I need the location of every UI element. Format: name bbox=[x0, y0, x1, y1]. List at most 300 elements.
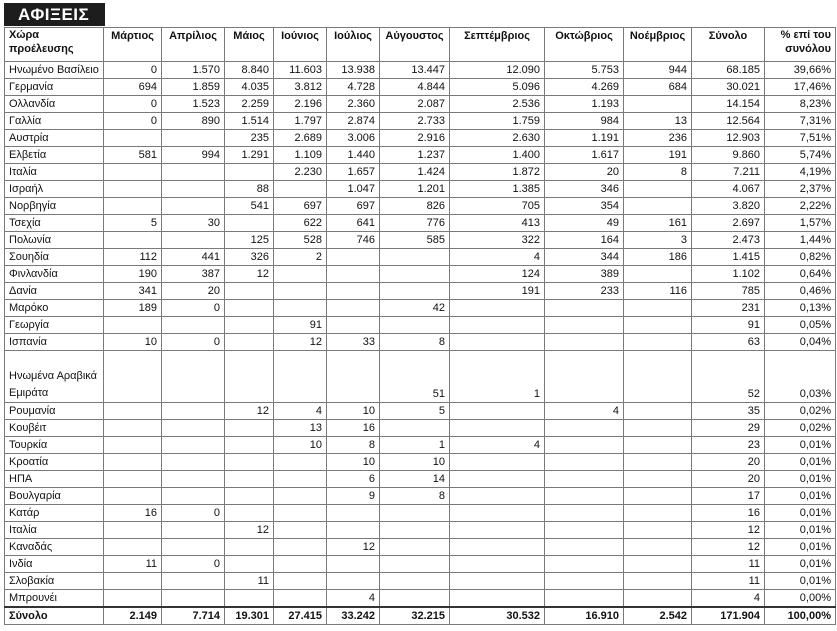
value-cell bbox=[104, 471, 162, 488]
value-cell: 20 bbox=[162, 283, 225, 300]
value-cell: 16 bbox=[327, 420, 380, 437]
country-cell: ΗΠΑ bbox=[5, 471, 104, 488]
value-cell bbox=[225, 351, 274, 403]
value-cell: 0 bbox=[162, 556, 225, 573]
value-cell: 8.840 bbox=[225, 62, 274, 79]
col-october-header: Οκτώβριος bbox=[545, 28, 624, 62]
value-cell bbox=[624, 300, 692, 317]
value-cell: 12.903 bbox=[692, 130, 765, 147]
value-cell: 0,01% bbox=[765, 573, 836, 590]
value-cell: 0,82% bbox=[765, 249, 836, 266]
table-row bbox=[5, 147, 836, 164]
page-title: ΑΦΙΞΕΙΣ bbox=[4, 3, 105, 26]
value-cell: 1.047 bbox=[327, 181, 380, 198]
value-cell: 354 bbox=[545, 198, 624, 215]
value-cell: 3.820 bbox=[692, 198, 765, 215]
table-row bbox=[5, 334, 836, 351]
country-cell: Νορβηγία bbox=[5, 198, 104, 215]
value-cell: 2.689 bbox=[274, 130, 327, 147]
value-cell: 1.415 bbox=[692, 249, 765, 266]
value-cell bbox=[327, 317, 380, 334]
value-cell bbox=[450, 488, 545, 505]
value-cell: 0,46% bbox=[765, 283, 836, 300]
country-cell: Ελβετία bbox=[5, 147, 104, 164]
value-cell: 0,01% bbox=[765, 556, 836, 573]
value-cell: 694 bbox=[104, 79, 162, 96]
value-cell bbox=[450, 454, 545, 471]
total-label-cell: Σύνολο bbox=[5, 607, 104, 625]
value-cell bbox=[327, 351, 380, 403]
value-cell: 697 bbox=[274, 198, 327, 215]
value-cell bbox=[162, 573, 225, 590]
value-cell: 890 bbox=[162, 113, 225, 130]
value-cell: 12 bbox=[692, 522, 765, 539]
value-cell: 10 bbox=[380, 454, 450, 471]
value-cell bbox=[624, 96, 692, 113]
value-cell: 29 bbox=[692, 420, 765, 437]
value-cell: 1.570 bbox=[162, 62, 225, 79]
value-cell: 2.196 bbox=[274, 96, 327, 113]
value-cell bbox=[624, 266, 692, 283]
value-cell: 3 bbox=[624, 232, 692, 249]
table-row bbox=[5, 198, 836, 215]
table-row bbox=[5, 403, 836, 420]
value-cell: 581 bbox=[104, 147, 162, 164]
country-cell: Κατάρ bbox=[5, 505, 104, 522]
value-cell: 7.211 bbox=[692, 164, 765, 181]
value-cell bbox=[450, 573, 545, 590]
country-cell: Βουλγαρία bbox=[5, 488, 104, 505]
value-cell: 2.473 bbox=[692, 232, 765, 249]
value-cell: 4 bbox=[450, 249, 545, 266]
table-row bbox=[5, 181, 836, 198]
value-cell: 1,44% bbox=[765, 232, 836, 249]
country-cell: Μπρουνέι bbox=[5, 590, 104, 608]
value-cell: 189 bbox=[104, 300, 162, 317]
country-cell: Ρουμανία bbox=[5, 403, 104, 420]
value-cell bbox=[327, 300, 380, 317]
value-cell: 112 bbox=[104, 249, 162, 266]
value-cell bbox=[104, 590, 162, 608]
value-cell: 0,64% bbox=[765, 266, 836, 283]
value-cell: 0,05% bbox=[765, 317, 836, 334]
value-cell: 0 bbox=[104, 113, 162, 130]
value-cell bbox=[624, 181, 692, 198]
value-cell: 186 bbox=[624, 249, 692, 266]
country-cell: Ιταλία bbox=[5, 522, 104, 539]
value-cell: 52 bbox=[692, 351, 765, 403]
total-value-cell: 2.149 bbox=[104, 607, 162, 625]
value-cell: 746 bbox=[327, 232, 380, 249]
value-cell bbox=[162, 590, 225, 608]
value-cell: 1.797 bbox=[274, 113, 327, 130]
value-cell: 12.564 bbox=[692, 113, 765, 130]
country-cell: Γερμανία bbox=[5, 79, 104, 96]
value-cell bbox=[450, 539, 545, 556]
value-cell: 12 bbox=[225, 403, 274, 420]
value-cell: 12.090 bbox=[450, 62, 545, 79]
value-cell: 7,51% bbox=[765, 130, 836, 147]
value-cell bbox=[274, 471, 327, 488]
country-cell: Γεωργία bbox=[5, 317, 104, 334]
value-cell: 12 bbox=[692, 539, 765, 556]
table-row bbox=[5, 556, 836, 573]
value-cell: 705 bbox=[450, 198, 545, 215]
value-cell bbox=[545, 300, 624, 317]
value-cell: 2.230 bbox=[274, 164, 327, 181]
value-cell: 17 bbox=[692, 488, 765, 505]
value-cell: 4 bbox=[274, 403, 327, 420]
col-september-header: Σεπτέμβριος bbox=[450, 28, 545, 62]
value-cell bbox=[380, 539, 450, 556]
value-cell bbox=[624, 471, 692, 488]
value-cell: 2,22% bbox=[765, 198, 836, 215]
country-cell: Μαρόκο bbox=[5, 300, 104, 317]
value-cell bbox=[327, 522, 380, 539]
value-cell: 441 bbox=[162, 249, 225, 266]
value-cell: 20 bbox=[545, 164, 624, 181]
country-cell: Σλοβακία bbox=[5, 573, 104, 590]
value-cell: 1.191 bbox=[545, 130, 624, 147]
value-cell: 5,74% bbox=[765, 147, 836, 164]
value-cell: 4.269 bbox=[545, 79, 624, 96]
value-cell: 0,01% bbox=[765, 505, 836, 522]
value-cell bbox=[225, 488, 274, 505]
value-cell bbox=[545, 437, 624, 454]
value-cell: 2.087 bbox=[380, 96, 450, 113]
value-cell: 0 bbox=[104, 96, 162, 113]
value-cell: 63 bbox=[692, 334, 765, 351]
value-cell: 11 bbox=[692, 573, 765, 590]
value-cell: 1.193 bbox=[545, 96, 624, 113]
value-cell: 11.603 bbox=[274, 62, 327, 79]
value-cell bbox=[450, 522, 545, 539]
value-cell bbox=[327, 266, 380, 283]
value-cell bbox=[162, 403, 225, 420]
value-cell: 2.630 bbox=[450, 130, 545, 147]
value-cell bbox=[225, 454, 274, 471]
value-cell bbox=[545, 454, 624, 471]
table-row bbox=[5, 300, 836, 317]
value-cell: 1.400 bbox=[450, 147, 545, 164]
value-cell: 88 bbox=[225, 181, 274, 198]
value-cell bbox=[162, 539, 225, 556]
value-cell bbox=[274, 266, 327, 283]
value-cell bbox=[450, 317, 545, 334]
value-cell: 14.154 bbox=[692, 96, 765, 113]
value-cell bbox=[274, 283, 327, 300]
col-country-header: Χώρα προέλευσης bbox=[5, 28, 104, 62]
value-cell: 5 bbox=[104, 215, 162, 232]
value-cell: 1.617 bbox=[545, 147, 624, 164]
value-cell: 4.035 bbox=[225, 79, 274, 96]
value-cell: 944 bbox=[624, 62, 692, 79]
country-cell: Ισπανία bbox=[5, 334, 104, 351]
value-cell: 10 bbox=[274, 437, 327, 454]
value-cell bbox=[162, 317, 225, 334]
table-row bbox=[5, 573, 836, 590]
value-cell bbox=[545, 334, 624, 351]
value-cell: 0,01% bbox=[765, 488, 836, 505]
value-cell bbox=[225, 437, 274, 454]
value-cell: 2.697 bbox=[692, 215, 765, 232]
value-cell bbox=[624, 488, 692, 505]
value-cell: 0,00% bbox=[765, 590, 836, 608]
value-cell: 4.728 bbox=[327, 79, 380, 96]
value-cell bbox=[380, 573, 450, 590]
value-cell: 8 bbox=[380, 334, 450, 351]
value-cell bbox=[380, 266, 450, 283]
table-row bbox=[5, 437, 836, 454]
col-june-header: Ιούνιος bbox=[274, 28, 327, 62]
value-cell bbox=[624, 522, 692, 539]
value-cell bbox=[162, 164, 225, 181]
value-cell bbox=[450, 471, 545, 488]
value-cell: 68.185 bbox=[692, 62, 765, 79]
value-cell: 11 bbox=[104, 556, 162, 573]
value-cell: 42 bbox=[380, 300, 450, 317]
value-cell: 11 bbox=[225, 573, 274, 590]
value-cell: 191 bbox=[450, 283, 545, 300]
value-cell bbox=[274, 181, 327, 198]
value-cell: 3.812 bbox=[274, 79, 327, 96]
value-cell: 413 bbox=[450, 215, 545, 232]
value-cell: 697 bbox=[327, 198, 380, 215]
value-cell: 125 bbox=[225, 232, 274, 249]
table-row bbox=[5, 79, 836, 96]
value-cell bbox=[450, 556, 545, 573]
table-row bbox=[5, 249, 836, 266]
value-cell: 23 bbox=[692, 437, 765, 454]
value-cell bbox=[624, 334, 692, 351]
value-cell: 91 bbox=[692, 317, 765, 334]
value-cell: 12 bbox=[327, 539, 380, 556]
value-cell: 2.874 bbox=[327, 113, 380, 130]
country-cell: Ολλανδία bbox=[5, 96, 104, 113]
value-cell: 2.536 bbox=[450, 96, 545, 113]
value-cell bbox=[225, 283, 274, 300]
col-november-header: Νοέμβριος bbox=[624, 28, 692, 62]
value-cell bbox=[225, 556, 274, 573]
country-cell: Σουηδία bbox=[5, 249, 104, 266]
value-cell: 541 bbox=[225, 198, 274, 215]
value-cell: 326 bbox=[225, 249, 274, 266]
value-cell bbox=[450, 420, 545, 437]
total-value-cell: 171.904 bbox=[692, 607, 765, 625]
value-cell bbox=[162, 420, 225, 437]
value-cell bbox=[545, 539, 624, 556]
value-cell: 30 bbox=[162, 215, 225, 232]
value-cell: 12 bbox=[225, 522, 274, 539]
value-cell: 2.259 bbox=[225, 96, 274, 113]
value-cell: 684 bbox=[624, 79, 692, 96]
total-value-cell: 16.910 bbox=[545, 607, 624, 625]
value-cell: 0,01% bbox=[765, 437, 836, 454]
value-cell: 20 bbox=[692, 454, 765, 471]
value-cell bbox=[162, 232, 225, 249]
value-cell bbox=[162, 471, 225, 488]
value-cell bbox=[225, 334, 274, 351]
value-cell: 161 bbox=[624, 215, 692, 232]
table-row bbox=[5, 96, 836, 113]
arrivals-table bbox=[4, 27, 836, 625]
value-cell: 2,37% bbox=[765, 181, 836, 198]
value-cell bbox=[104, 317, 162, 334]
value-cell bbox=[327, 505, 380, 522]
value-cell: 1.872 bbox=[450, 164, 545, 181]
value-cell bbox=[450, 505, 545, 522]
value-cell: 14 bbox=[380, 471, 450, 488]
value-cell bbox=[225, 539, 274, 556]
value-cell bbox=[162, 437, 225, 454]
value-cell bbox=[225, 505, 274, 522]
value-cell: 17,46% bbox=[765, 79, 836, 96]
value-cell bbox=[545, 317, 624, 334]
value-cell: 641 bbox=[327, 215, 380, 232]
value-cell: 16 bbox=[104, 505, 162, 522]
col-august-header: Αύγουστος bbox=[380, 28, 450, 62]
value-cell: 191 bbox=[624, 147, 692, 164]
value-cell: 1.201 bbox=[380, 181, 450, 198]
country-cell: Γαλλία bbox=[5, 113, 104, 130]
value-cell bbox=[545, 488, 624, 505]
value-cell: 30.021 bbox=[692, 79, 765, 96]
value-cell bbox=[225, 471, 274, 488]
value-cell: 12 bbox=[225, 266, 274, 283]
value-cell bbox=[225, 300, 274, 317]
value-cell: 7,31% bbox=[765, 113, 836, 130]
value-cell: 51 bbox=[380, 351, 450, 403]
value-cell: 10 bbox=[327, 403, 380, 420]
value-cell: 13 bbox=[624, 113, 692, 130]
country-cell: Πολωνία bbox=[5, 232, 104, 249]
value-cell bbox=[104, 232, 162, 249]
country-cell: Ινδία bbox=[5, 556, 104, 573]
table-row bbox=[5, 164, 836, 181]
col-may-header: Μάιος bbox=[225, 28, 274, 62]
value-cell: 0 bbox=[162, 300, 225, 317]
col-percent-header: % επί του συνόλου bbox=[765, 28, 836, 62]
value-cell: 8,23% bbox=[765, 96, 836, 113]
total-value-cell: 19.301 bbox=[225, 607, 274, 625]
value-cell: 231 bbox=[692, 300, 765, 317]
value-cell: 1,57% bbox=[765, 215, 836, 232]
value-cell: 1.859 bbox=[162, 79, 225, 96]
value-cell: 5.753 bbox=[545, 62, 624, 79]
value-cell: 0 bbox=[162, 505, 225, 522]
value-cell bbox=[545, 420, 624, 437]
value-cell: 344 bbox=[545, 249, 624, 266]
value-cell: 12 bbox=[274, 334, 327, 351]
value-cell bbox=[104, 454, 162, 471]
value-cell: 1.102 bbox=[692, 266, 765, 283]
total-value-cell: 100,00% bbox=[765, 607, 836, 625]
value-cell bbox=[162, 181, 225, 198]
country-cell: Ηνωμένα Αραβικά Εμιράτα bbox=[5, 351, 104, 403]
value-cell: 8 bbox=[624, 164, 692, 181]
value-cell bbox=[274, 539, 327, 556]
value-cell: 785 bbox=[692, 283, 765, 300]
value-cell: 4 bbox=[692, 590, 765, 608]
value-cell bbox=[624, 317, 692, 334]
value-cell bbox=[104, 351, 162, 403]
value-cell: 1.291 bbox=[225, 147, 274, 164]
value-cell: 776 bbox=[380, 215, 450, 232]
value-cell: 236 bbox=[624, 130, 692, 147]
value-cell: 1 bbox=[450, 351, 545, 403]
value-cell: 4.067 bbox=[692, 181, 765, 198]
value-cell: 6 bbox=[327, 471, 380, 488]
value-cell: 528 bbox=[274, 232, 327, 249]
value-cell bbox=[624, 590, 692, 608]
value-cell: 235 bbox=[225, 130, 274, 147]
value-cell: 5 bbox=[380, 403, 450, 420]
col-total-header: Σύνολο bbox=[692, 28, 765, 62]
value-cell bbox=[104, 488, 162, 505]
value-cell: 0,01% bbox=[765, 454, 836, 471]
value-cell: 233 bbox=[545, 283, 624, 300]
value-cell: 389 bbox=[545, 266, 624, 283]
total-row bbox=[5, 607, 836, 625]
value-cell: 4 bbox=[450, 437, 545, 454]
table-row bbox=[5, 62, 836, 79]
value-cell bbox=[162, 130, 225, 147]
value-cell: 91 bbox=[274, 317, 327, 334]
country-cell: Φινλανδία bbox=[5, 266, 104, 283]
value-cell bbox=[225, 215, 274, 232]
value-cell bbox=[624, 437, 692, 454]
value-cell bbox=[450, 334, 545, 351]
value-cell bbox=[104, 573, 162, 590]
header-row bbox=[5, 28, 836, 62]
value-cell bbox=[225, 317, 274, 334]
value-cell: 2 bbox=[274, 249, 327, 266]
value-cell: 2.916 bbox=[380, 130, 450, 147]
value-cell bbox=[450, 300, 545, 317]
value-cell bbox=[274, 454, 327, 471]
value-cell bbox=[104, 420, 162, 437]
value-cell bbox=[104, 539, 162, 556]
value-cell bbox=[225, 590, 274, 608]
table-row bbox=[5, 113, 836, 130]
value-cell bbox=[104, 437, 162, 454]
value-cell: 1.424 bbox=[380, 164, 450, 181]
value-cell: 33 bbox=[327, 334, 380, 351]
table-row bbox=[5, 420, 836, 437]
value-cell: 16 bbox=[692, 505, 765, 522]
value-cell: 322 bbox=[450, 232, 545, 249]
value-cell bbox=[327, 283, 380, 300]
value-cell bbox=[545, 556, 624, 573]
value-cell: 9.860 bbox=[692, 147, 765, 164]
value-cell bbox=[624, 454, 692, 471]
table-row bbox=[5, 488, 836, 505]
value-cell bbox=[225, 164, 274, 181]
value-cell: 2.733 bbox=[380, 113, 450, 130]
table-row bbox=[5, 266, 836, 283]
value-cell bbox=[162, 454, 225, 471]
col-march-header: Μάρτιος bbox=[104, 28, 162, 62]
value-cell: 341 bbox=[104, 283, 162, 300]
value-cell bbox=[162, 522, 225, 539]
value-cell bbox=[104, 130, 162, 147]
value-cell: 1.514 bbox=[225, 113, 274, 130]
value-cell bbox=[380, 522, 450, 539]
total-value-cell: 33.242 bbox=[327, 607, 380, 625]
value-cell: 0,13% bbox=[765, 300, 836, 317]
value-cell bbox=[624, 403, 692, 420]
value-cell bbox=[624, 539, 692, 556]
